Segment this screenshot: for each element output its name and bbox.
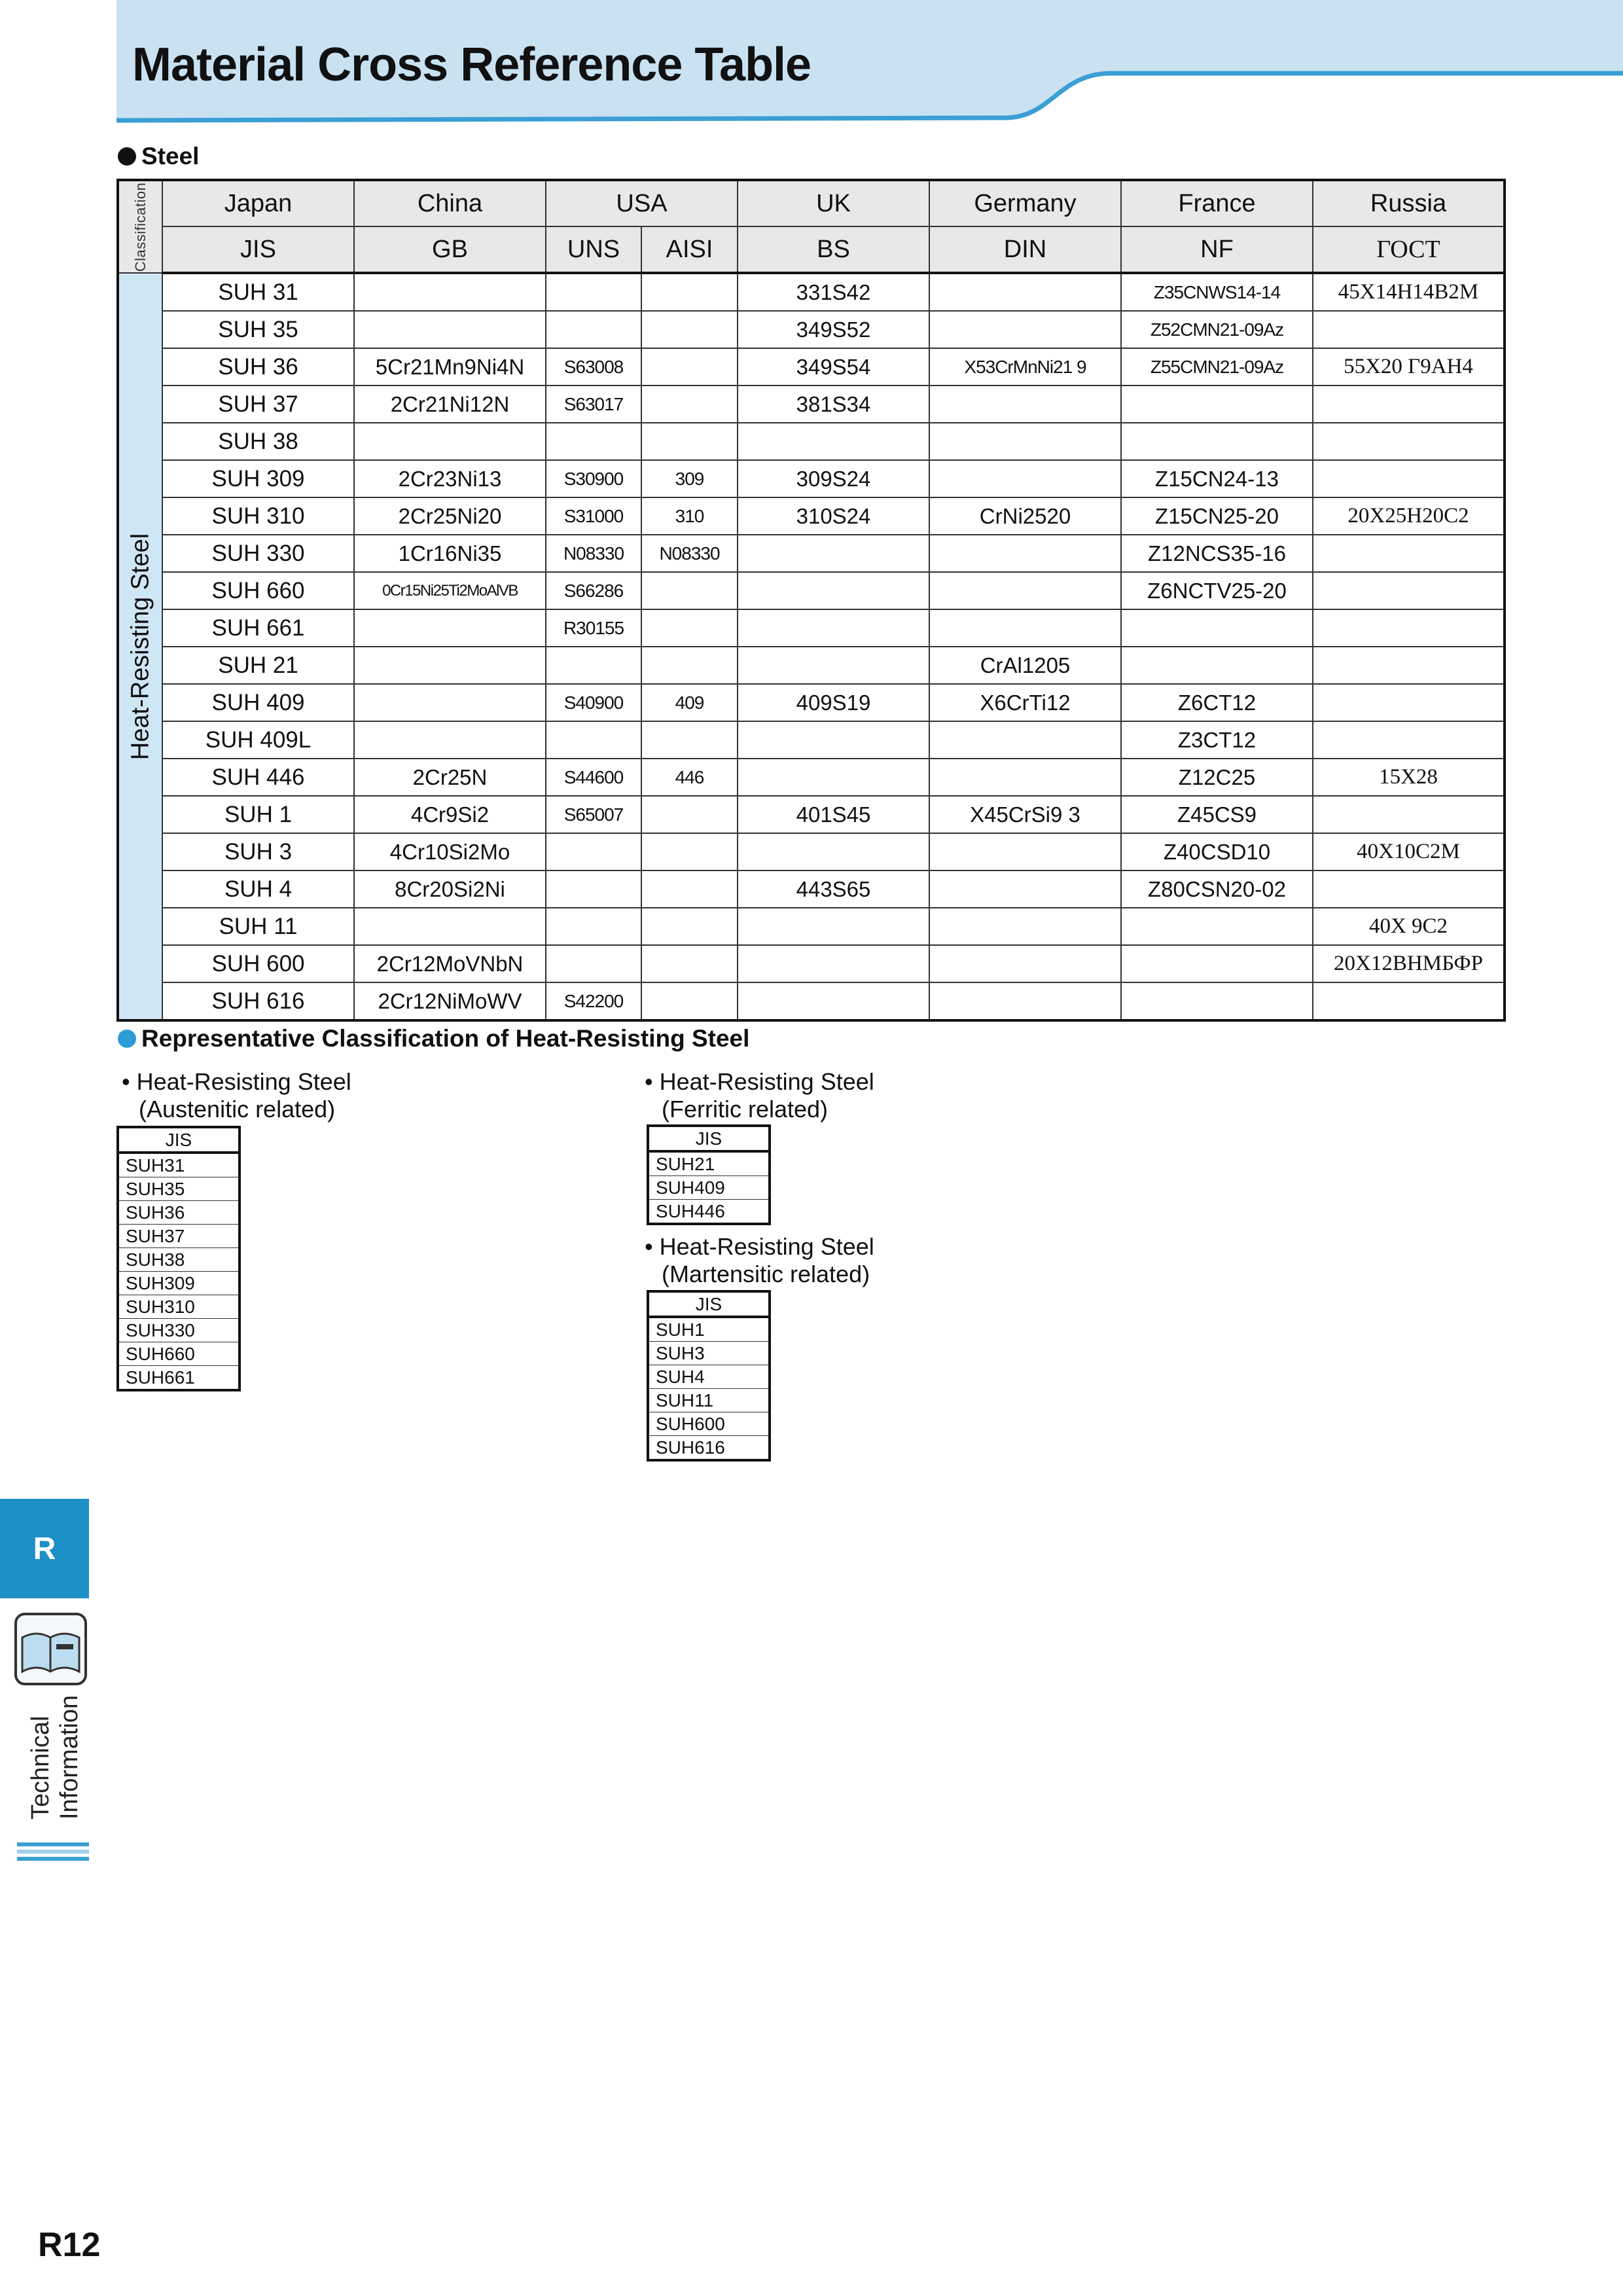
mini-header-jis: JIS (648, 1291, 770, 1317)
cell-jis: SUH 21 (162, 647, 354, 684)
cell-jis: SUH 600 (162, 945, 354, 982)
martensitic-jis-table (647, 1290, 771, 1462)
cell-jis: SUH 446 (162, 759, 354, 796)
mini-cell: SUH37 (118, 1225, 240, 1248)
section-heading-representative (118, 1025, 749, 1052)
mini-cell: SUH330 (118, 1319, 240, 1342)
bullet-icon (118, 147, 136, 166)
cell-din: CrAl1205 (929, 647, 1121, 684)
cell-jis: SUH 660 (162, 572, 354, 609)
cell-gb: 8Cr20Si2Ni (354, 870, 546, 908)
cell-uns (546, 423, 641, 460)
page-title: Material Cross Reference Table (132, 39, 812, 91)
mini-cell: SUH35 (118, 1177, 240, 1201)
mini-cell: SUH616 (648, 1436, 770, 1461)
section-tab-r[interactable]: R (0, 1499, 89, 1598)
cell-gb (354, 609, 546, 647)
cell-gost: 40Х 9С2 (1313, 908, 1505, 945)
list-item (118, 1366, 240, 1391)
cell-nf (1121, 908, 1313, 945)
list-item (118, 1342, 240, 1366)
table-row (118, 721, 1505, 759)
mini-cell: SUH661 (118, 1366, 240, 1391)
table-row (118, 796, 1505, 833)
mini-cell: SUH1 (648, 1317, 770, 1342)
cell-din (929, 759, 1121, 796)
mini-cell: SUH309 (118, 1272, 240, 1295)
cell-gb: 2Cr21Ni12N (354, 386, 546, 423)
cell-din (929, 721, 1121, 759)
mini-cell: SUH409 (648, 1176, 770, 1200)
cell-uns: S30900 (546, 460, 641, 497)
cell-bs (738, 945, 929, 982)
cell-gb: 4Cr10Si2Mo (354, 833, 546, 870)
cell-jis: SUH 409 (162, 684, 354, 721)
cell-din (929, 311, 1121, 348)
cell-nf (1121, 609, 1313, 647)
cell-nf: Z35CNWS14-14 (1121, 273, 1313, 311)
table-row (118, 572, 1505, 609)
group-label-heat-resisting-steel: Heat-Resisting Steel (118, 273, 162, 1020)
table-row (118, 311, 1505, 348)
table-row (118, 273, 1505, 311)
cell-gost (1313, 870, 1505, 908)
cell-gb: 2Cr12NiMoWV (354, 982, 546, 1020)
cell-nf: Z12C25 (1121, 759, 1313, 796)
cell-aisi (641, 721, 738, 759)
cell-gb (354, 684, 546, 721)
cell-gost (1313, 423, 1505, 460)
cell-nf: Z52CMN21-09Az (1121, 311, 1313, 348)
cell-nf: Z45CS9 (1121, 796, 1313, 833)
cell-gost (1313, 386, 1505, 423)
cell-nf (1121, 982, 1313, 1020)
cell-din (929, 945, 1121, 982)
list-item (648, 1365, 770, 1389)
list-item (648, 1200, 770, 1225)
cell-uns: R30155 (546, 609, 641, 647)
cell-aisi (641, 609, 738, 647)
country-header-france: France (1121, 180, 1313, 226)
cell-din: X53CrMnNi21 9 (929, 348, 1121, 386)
mini-cell: SUH4 (648, 1365, 770, 1389)
mini-cell: SUH36 (118, 1201, 240, 1225)
cell-uns: S44600 (546, 759, 641, 796)
cell-gb: 2Cr25N (354, 759, 546, 796)
cell-gost (1313, 982, 1505, 1020)
cell-gb: 2Cr25Ni20 (354, 497, 546, 535)
cell-gb: 2Cr23Ni13 (354, 460, 546, 497)
cell-aisi: 309 (641, 460, 738, 497)
table-row (118, 535, 1505, 572)
cell-aisi (641, 796, 738, 833)
cell-din (929, 460, 1121, 497)
cell-jis: SUH 38 (162, 423, 354, 460)
table-row (118, 460, 1505, 497)
cell-jis: SUH 4 (162, 870, 354, 908)
cell-gb: 5Cr21Mn9Ni4N (354, 348, 546, 386)
mini-cell: SUH600 (648, 1412, 770, 1436)
country-header-uk: UK (738, 180, 929, 226)
standard-header-gost: ГОСТ (1313, 226, 1505, 273)
cell-bs: 401S45 (738, 796, 929, 833)
cell-jis: SUH 37 (162, 386, 354, 423)
cell-nf: Z80CSN20-02 (1121, 870, 1313, 908)
cell-uns (546, 908, 641, 945)
cell-nf: Z15CN24-13 (1121, 460, 1313, 497)
tab-stripes (17, 1842, 89, 1864)
cell-nf: Z40CSD10 (1121, 833, 1313, 870)
cell-bs (738, 647, 929, 684)
cell-bs (738, 721, 929, 759)
cell-aisi: 310 (641, 497, 738, 535)
cell-gost (1313, 609, 1505, 647)
cell-gb (354, 273, 546, 311)
tab-label-technical-information: Technical Information (27, 1695, 83, 1820)
cell-uns (546, 311, 641, 348)
list-item (118, 1295, 240, 1319)
cell-nf (1121, 423, 1313, 460)
cell-nf: Z12NCS35-16 (1121, 535, 1313, 572)
standard-header-din: DIN (929, 226, 1121, 273)
mini-cell: SUH446 (648, 1200, 770, 1225)
cell-din (929, 609, 1121, 647)
cell-gb (354, 311, 546, 348)
cell-din (929, 572, 1121, 609)
cell-bs: 310S24 (738, 497, 929, 535)
cell-aisi (641, 273, 738, 311)
cell-jis: SUH 36 (162, 348, 354, 386)
group-title-austenitic: • Heat-Resisting Steel (Austenitic related) (122, 1068, 351, 1122)
list-item (118, 1319, 240, 1342)
cell-nf (1121, 386, 1313, 423)
cell-gost: 15Х28 (1313, 759, 1505, 796)
table-row (118, 908, 1505, 945)
mini-cell: SUH310 (118, 1295, 240, 1319)
cell-gb (354, 908, 546, 945)
section-heading-steel (118, 143, 199, 170)
cell-jis: SUH 661 (162, 609, 354, 647)
table-row (118, 870, 1505, 908)
cell-aisi: 446 (641, 759, 738, 796)
mini-header-jis: JIS (118, 1127, 240, 1153)
cell-gost (1313, 721, 1505, 759)
list-item (118, 1201, 240, 1225)
table-row (118, 684, 1505, 721)
cell-aisi (641, 386, 738, 423)
mini-header-jis: JIS (648, 1126, 770, 1151)
cell-bs (738, 908, 929, 945)
book-icon (13, 1611, 88, 1690)
cell-bs (738, 423, 929, 460)
cell-din (929, 386, 1121, 423)
cell-uns: S42200 (546, 982, 641, 1020)
cell-nf (1121, 647, 1313, 684)
cell-gost: 20Х25Н20С2 (1313, 497, 1505, 535)
cell-jis: SUH 330 (162, 535, 354, 572)
cell-jis: SUH 1 (162, 796, 354, 833)
cell-din: X45CrSi9 3 (929, 796, 1121, 833)
cell-din (929, 535, 1121, 572)
list-item (648, 1342, 770, 1365)
mini-cell: SUH3 (648, 1342, 770, 1365)
cell-gb: 0Cr15Ni25Ti2MoAlVB (354, 572, 546, 609)
mini-cell: SUH660 (118, 1342, 240, 1366)
list-item (648, 1389, 770, 1412)
cell-aisi (641, 945, 738, 982)
cell-jis: SUH 310 (162, 497, 354, 535)
section-heading-steel-text: Steel (141, 143, 200, 170)
cell-bs (738, 759, 929, 796)
table-row (118, 982, 1505, 1020)
cross-reference-table (116, 179, 1506, 1022)
cell-gost (1313, 535, 1505, 572)
cell-uns: S65007 (546, 796, 641, 833)
cell-din (929, 833, 1121, 870)
cell-uns (546, 647, 641, 684)
cell-nf: Z15CN25-20 (1121, 497, 1313, 535)
list-item (118, 1153, 240, 1177)
standard-header-nf: NF (1121, 226, 1313, 273)
cell-aisi (641, 311, 738, 348)
cell-bs (738, 572, 929, 609)
table-row (118, 647, 1505, 684)
classification-header: Classification (118, 180, 162, 273)
table-row (118, 609, 1505, 647)
standard-header-jis: JIS (162, 226, 354, 273)
list-item (648, 1176, 770, 1200)
cell-gost (1313, 684, 1505, 721)
mini-cell: SUH11 (648, 1389, 770, 1412)
standard-header-uns: UNS (546, 226, 641, 273)
country-header-germany: Germany (929, 180, 1121, 226)
country-header-russia: Russia (1313, 180, 1505, 226)
list-item (648, 1151, 770, 1176)
austenitic-jis-table (116, 1126, 241, 1391)
cell-nf: Z3CT12 (1121, 721, 1313, 759)
table-row (118, 759, 1505, 796)
cell-aisi (641, 348, 738, 386)
cell-aisi (641, 423, 738, 460)
cell-gb: 2Cr12MoVNbN (354, 945, 546, 982)
cell-aisi (641, 982, 738, 1020)
list-item (118, 1177, 240, 1201)
cell-uns: S63008 (546, 348, 641, 386)
cell-aisi (641, 647, 738, 684)
table-row (118, 386, 1505, 423)
cell-gost (1313, 460, 1505, 497)
cell-uns: S66286 (546, 572, 641, 609)
cell-jis: SUH 35 (162, 311, 354, 348)
cell-gb (354, 647, 546, 684)
cell-aisi (641, 572, 738, 609)
cell-din (929, 423, 1121, 460)
cell-uns (546, 945, 641, 982)
cell-bs: 331S42 (738, 273, 929, 311)
section-heading-representative-text: Representative Classification of Heat-Resisting Steel (141, 1025, 750, 1052)
cell-gost (1313, 311, 1505, 348)
cell-din (929, 908, 1121, 945)
cell-gost: 20Х12ВНМБФР (1313, 945, 1505, 982)
country-header-china: China (354, 180, 546, 226)
cell-bs (738, 535, 929, 572)
cell-gost: 40Х10С2М (1313, 833, 1505, 870)
list-item (648, 1412, 770, 1436)
cell-din (929, 273, 1121, 311)
cell-gb (354, 423, 546, 460)
cell-nf: Z6CT12 (1121, 684, 1313, 721)
cell-bs: 309S24 (738, 460, 929, 497)
cell-uns: S63017 (546, 386, 641, 423)
cell-gb: 1Cr16Ni35 (354, 535, 546, 572)
cell-uns (546, 833, 641, 870)
ferritic-jis-table (647, 1124, 771, 1225)
cell-uns: N08330 (546, 535, 641, 572)
cell-jis: SUH 11 (162, 908, 354, 945)
standard-header-aisi: AISI (641, 226, 738, 273)
cell-gb: 4Cr9Si2 (354, 796, 546, 833)
country-header-japan: Japan (162, 180, 354, 226)
cell-din: CrNi2520 (929, 497, 1121, 535)
group-title-ferritic: • Heat-Resisting Steel (Ferritic related) (645, 1068, 874, 1122)
list-item (118, 1272, 240, 1295)
mini-cell: SUH31 (118, 1153, 240, 1177)
cell-bs: 381S34 (738, 386, 929, 423)
cell-bs: 443S65 (738, 870, 929, 908)
cell-aisi: 409 (641, 684, 738, 721)
cell-aisi: N08330 (641, 535, 738, 572)
cell-gost: 55Х20 Г9АН4 (1313, 348, 1505, 386)
cell-gost (1313, 796, 1505, 833)
cell-aisi (641, 908, 738, 945)
cell-uns (546, 870, 641, 908)
cell-gost (1313, 647, 1505, 684)
mini-cell: SUH21 (648, 1151, 770, 1176)
group-title-martensitic: • Heat-Resisting Steel (Martensitic related) (645, 1233, 874, 1287)
cell-jis: SUH 616 (162, 982, 354, 1020)
cell-bs: 349S54 (738, 348, 929, 386)
table-row (118, 833, 1505, 870)
page-number: R12 (38, 2226, 101, 2264)
cell-nf (1121, 945, 1313, 982)
cell-jis: SUH 409L (162, 721, 354, 759)
list-item (648, 1317, 770, 1342)
list-item (118, 1248, 240, 1272)
list-item (648, 1436, 770, 1461)
cell-bs (738, 833, 929, 870)
cell-gb (354, 721, 546, 759)
bullet-icon (118, 1030, 136, 1048)
cell-nf: Z6NCTV25-20 (1121, 572, 1313, 609)
cell-uns (546, 273, 641, 311)
cell-nf: Z55CMN21-09Az (1121, 348, 1313, 386)
table-row (118, 945, 1505, 982)
cell-bs (738, 609, 929, 647)
cell-bs: 349S52 (738, 311, 929, 348)
table-row (118, 497, 1505, 535)
cell-uns: S40900 (546, 684, 641, 721)
table-row (118, 348, 1505, 386)
table-row (118, 423, 1505, 460)
cell-din (929, 870, 1121, 908)
cell-din (929, 982, 1121, 1020)
cell-gost: 45Х14Н14В2М (1313, 273, 1505, 311)
cell-bs: 409S19 (738, 684, 929, 721)
cell-jis: SUH 309 (162, 460, 354, 497)
cell-uns: S31000 (546, 497, 641, 535)
cell-bs (738, 982, 929, 1020)
cell-uns (546, 721, 641, 759)
cell-aisi (641, 833, 738, 870)
standard-header-gb: GB (354, 226, 546, 273)
cell-jis: SUH 3 (162, 833, 354, 870)
list-item (118, 1225, 240, 1248)
country-header-usa: USA (546, 180, 738, 226)
cell-gost (1313, 572, 1505, 609)
standard-header-bs: BS (738, 226, 929, 273)
cell-din: X6CrTi12 (929, 684, 1121, 721)
mini-cell: SUH38 (118, 1248, 240, 1272)
cell-jis: SUH 31 (162, 273, 354, 311)
cell-aisi (641, 870, 738, 908)
